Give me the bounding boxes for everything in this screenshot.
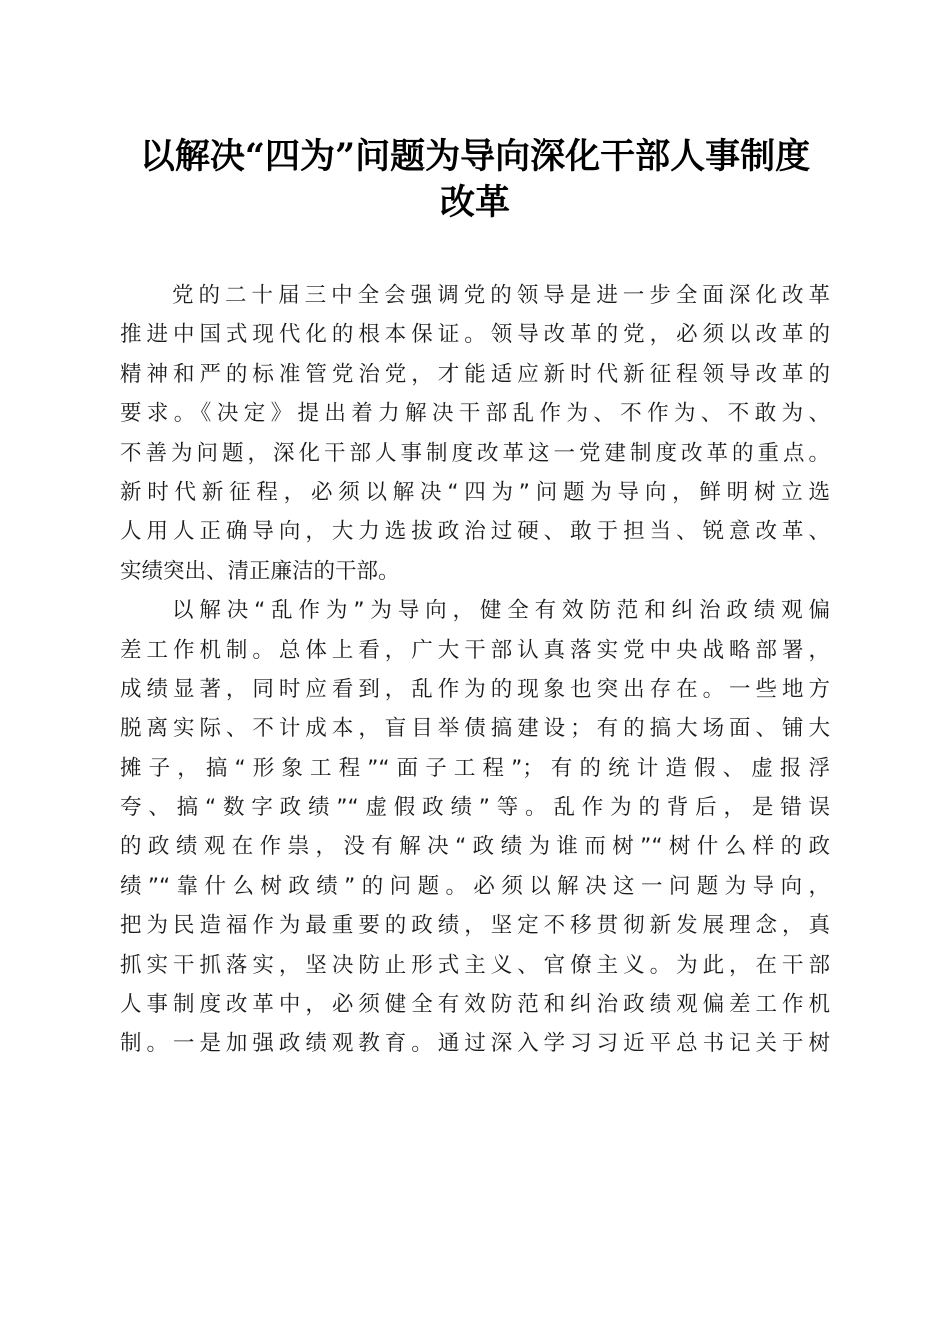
paragraph-line: 要求。《决定》提出着力解决干部乱作为、不作为、不敢为、 — [120, 401, 830, 427]
paragraph-line: 制。一是加强政绩观教育。通过深入学习习近平总书记关于树 — [120, 1031, 830, 1057]
paragraph-line: 新时代新征程，必须以解决“四为”问题为导向，鲜明树立选 — [120, 479, 830, 505]
paragraph-line: 精神和严的标准管党治党，才能适应新时代新征程领导改革的 — [120, 361, 830, 387]
paragraph-line: 人事制度改革中，必须健全有效防范和纠治政绩观偏差工作机 — [120, 992, 830, 1018]
paragraph-line: 的政绩观在作祟，没有解决“政绩为谁而树”“树什么样的政 — [120, 834, 830, 860]
paragraph-line: 实绩突出、清正廉洁的干部。 — [120, 558, 400, 584]
document-body — [120, 276, 830, 1064]
paragraph-line: 把为民造福作为最重要的政绩，坚定不移贯彻新发展理念，真 — [120, 913, 830, 939]
paragraph-line: 人用人正确导向，大力选拔政治过硬、敢于担当、锐意改革、 — [120, 519, 830, 545]
paragraph-line: 不善为问题，深化干部人事制度改革这一党建制度改革的重点。 — [120, 440, 830, 466]
paragraph-line: 摊子，搞“形象工程”“面子工程”；有的统计造假、虚报浮 — [120, 755, 830, 781]
paragraph-line: 绩”“靠什么树政绩”的问题。必须以解决这一问题为导向， — [120, 873, 830, 899]
paragraph-line: 脱离实际、不计成本，盲目举债搞建设；有的搞大场面、铺大 — [120, 716, 830, 742]
paragraph-1 — [120, 276, 830, 591]
paragraph-line: 党的二十届三中全会强调党的领导是进一步全面深化改革 — [172, 283, 830, 308]
title-line-1: 以解决“四为”问题为导向深化干部人事制度 — [139, 136, 811, 177]
paragraph-line: 差工作机制。总体上看，广大干部认真落实党中央战略部署， — [120, 637, 830, 663]
paragraph-line: 以解决“乱作为”为导向，健全有效防范和纠治政绩观偏 — [172, 598, 830, 624]
title-line-2: 改革 — [439, 182, 510, 223]
paragraph-2 — [120, 591, 830, 1064]
paragraph-line: 抓实干抓落实，坚决防止形式主义、官僚主义。为此，在干部 — [120, 952, 830, 978]
paragraph-line: 夸、搞“数字政绩”“虚假政绩”等。乱作为的背后，是错误 — [120, 795, 830, 821]
document-title — [80, 134, 870, 226]
paragraph-line: 推进中国式现代化的根本保证。领导改革的党，必须以改革的 — [120, 322, 830, 348]
paragraph-line: 成绩显著，同时应看到，乱作为的现象也突出存在。一些地方 — [120, 676, 830, 702]
